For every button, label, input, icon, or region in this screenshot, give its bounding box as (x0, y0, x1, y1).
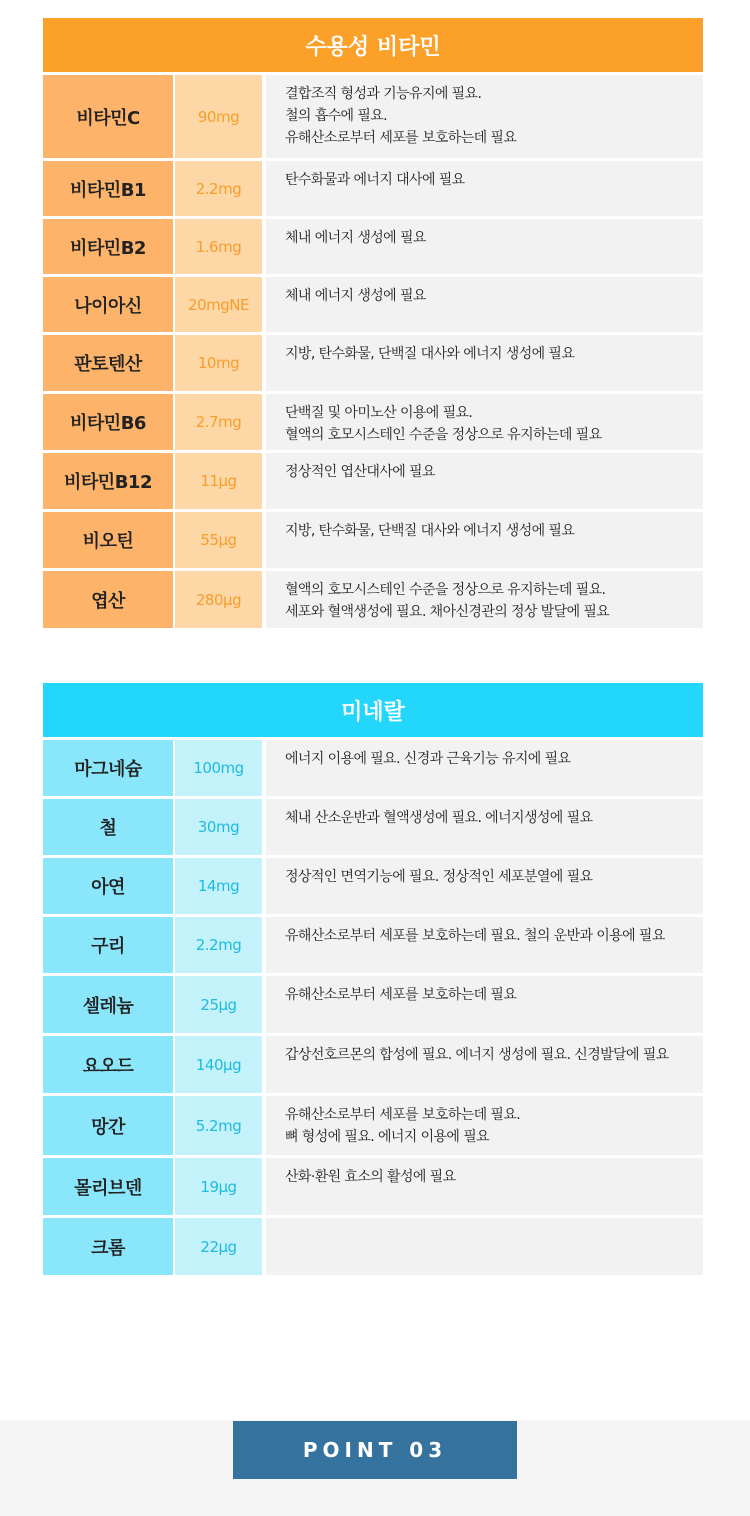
description-line: 체내 에너지 생성에 필요 (285, 230, 426, 246)
nutrient-amount: 2.7mg (175, 394, 262, 450)
nutrient-description (266, 277, 703, 332)
nutrient-description (266, 917, 703, 973)
nutrient-name: 몰리브덴 (43, 1158, 173, 1215)
description-line: 뼈 형성에 필요. 에너지 이용에 필요 (285, 1129, 490, 1145)
table-row (43, 1215, 703, 1275)
description-line: 정상적인 면역기능에 필요. 정상적인 세포분열에 필요 (285, 869, 593, 885)
point-label: POINT 03 (233, 1421, 517, 1479)
nutrient-amount: 55μg (175, 512, 262, 568)
nutrient-description (266, 1096, 703, 1155)
table-row (43, 72, 703, 158)
nutrient-amount: 140μg (175, 1036, 262, 1093)
nutrient-name: 구리 (43, 917, 173, 973)
nutrient-description (266, 1218, 703, 1275)
table-row (43, 1033, 703, 1093)
nutrient-name: 마그네슘 (43, 740, 173, 796)
vitamin-section-title: 수용성 비타민 (43, 18, 703, 72)
description-line: 세포와 혈액생성에 필요. 채아신경관의 정상 발달에 필요 (285, 604, 610, 620)
nutrient-description (266, 1158, 703, 1215)
table-row (43, 509, 703, 568)
nutrient-description (266, 219, 703, 274)
table-row (43, 973, 703, 1033)
nutrient-description (266, 740, 703, 796)
nutrient-name: 나이아신 (43, 277, 173, 332)
nutrient-description (266, 161, 703, 216)
nutrient-amount: 25μg (175, 976, 262, 1033)
table-row (43, 737, 703, 796)
nutrient-name: 비타민B2 (43, 219, 173, 274)
nutrient-amount: 19μg (175, 1158, 262, 1215)
nutrient-name: 망간 (43, 1096, 173, 1155)
table-row (43, 332, 703, 391)
nutrient-name: 판토텐산 (43, 335, 173, 391)
description-line: 탄수화물과 에너지 대사에 필요 (285, 172, 465, 188)
nutrient-description (266, 512, 703, 568)
description-line: 체내 산소운반과 혈액생성에 필요. 에너지생성에 필요 (285, 810, 593, 826)
description-line: 결합조직 형성과 기능유지에 필요. (285, 86, 482, 102)
description-line: 체내 에너지 생성에 필요 (285, 288, 426, 304)
nutrient-description (266, 394, 703, 450)
vitamin-table (43, 72, 703, 628)
nutrient-amount: 22μg (175, 1218, 262, 1275)
nutrient-name: 셀레늄 (43, 976, 173, 1033)
nutrient-amount: 11μg (175, 453, 262, 509)
table-row (43, 450, 703, 509)
nutrient-name: 비타민B6 (43, 394, 173, 450)
table-row (43, 274, 703, 332)
nutrient-name: 크롬 (43, 1218, 173, 1275)
nutrient-amount: 20mgNE (175, 277, 262, 332)
mineral-section (43, 683, 703, 1275)
nutrient-amount: 1.6mg (175, 219, 262, 274)
mineral-section-title: 미네랄 (43, 683, 703, 737)
table-row (43, 855, 703, 914)
nutrient-description (266, 858, 703, 914)
nutrient-amount: 2.2mg (175, 161, 262, 216)
nutrient-name: 비오틴 (43, 512, 173, 568)
nutrient-name: 비타민C (43, 75, 173, 158)
nutrient-name: 철 (43, 799, 173, 855)
description-line: 정상적인 엽산대사에 필요 (285, 464, 435, 480)
table-row (43, 1155, 703, 1215)
table-row (43, 391, 703, 450)
table-row (43, 216, 703, 274)
table-row (43, 914, 703, 973)
table-row (43, 1093, 703, 1155)
nutrient-amount: 14mg (175, 858, 262, 914)
description-line: 유해산소로부터 세포를 보호하는데 필요 (285, 987, 517, 1003)
description-line: 혈액의 호모시스테인 수준을 정상으로 유지하는데 필요 (285, 427, 602, 443)
nutrient-amount: 2.2mg (175, 917, 262, 973)
description-line: 에너지 이용에 필요. 신경과 근육기능 유지에 필요 (285, 751, 571, 767)
nutrient-name: 요오드 (43, 1036, 173, 1093)
table-row (43, 158, 703, 216)
nutrient-amount: 100mg (175, 740, 262, 796)
description-line: 지방, 탄수화물, 단백질 대사와 에너지 생성에 필요 (285, 523, 575, 539)
nutrient-description (266, 335, 703, 391)
nutrient-name: 아연 (43, 858, 173, 914)
nutrient-description (266, 799, 703, 855)
description-line: 단백질 및 아미노산 이용에 필요. (285, 405, 473, 421)
nutrient-amount: 5.2mg (175, 1096, 262, 1155)
description-line: 지방, 탄수화물, 단백질 대사와 에너지 생성에 필요 (285, 346, 575, 362)
nutrient-description (266, 1036, 703, 1093)
nutrient-description (266, 75, 703, 158)
description-line: 유해산소로부터 세포를 보호하는데 필요 (285, 130, 517, 146)
description-line: 혈액의 호모시스테인 수준을 정상으로 유지하는데 필요. (285, 582, 606, 598)
nutrient-description (266, 571, 703, 628)
vitamin-section (43, 18, 703, 628)
mineral-table (43, 737, 703, 1275)
description-line: 유해산소로부터 세포를 보호하는데 필요. 철의 운반과 이용에 필요 (285, 928, 665, 944)
table-row (43, 568, 703, 628)
nutrient-name: 비타민B1 (43, 161, 173, 216)
nutrient-amount: 30mg (175, 799, 262, 855)
description-line: 철의 흡수에 필요. (285, 108, 388, 124)
description-line: 갑상선호르몬의 합성에 필요. 에너지 생성에 필요. 신경발달에 필요 (285, 1047, 669, 1063)
nutrient-name: 엽산 (43, 571, 173, 628)
description-line: 유해산소로부터 세포를 보호하는데 필요. (285, 1107, 521, 1123)
table-row (43, 796, 703, 855)
nutrient-amount: 10mg (175, 335, 262, 391)
nutrient-amount: 90mg (175, 75, 262, 158)
nutrient-description (266, 453, 703, 509)
description-line: 산화·환원 효소의 활성에 필요 (285, 1169, 456, 1185)
nutrient-description (266, 976, 703, 1033)
nutrient-amount: 280μg (175, 571, 262, 628)
nutrient-name: 비타민B12 (43, 453, 173, 509)
